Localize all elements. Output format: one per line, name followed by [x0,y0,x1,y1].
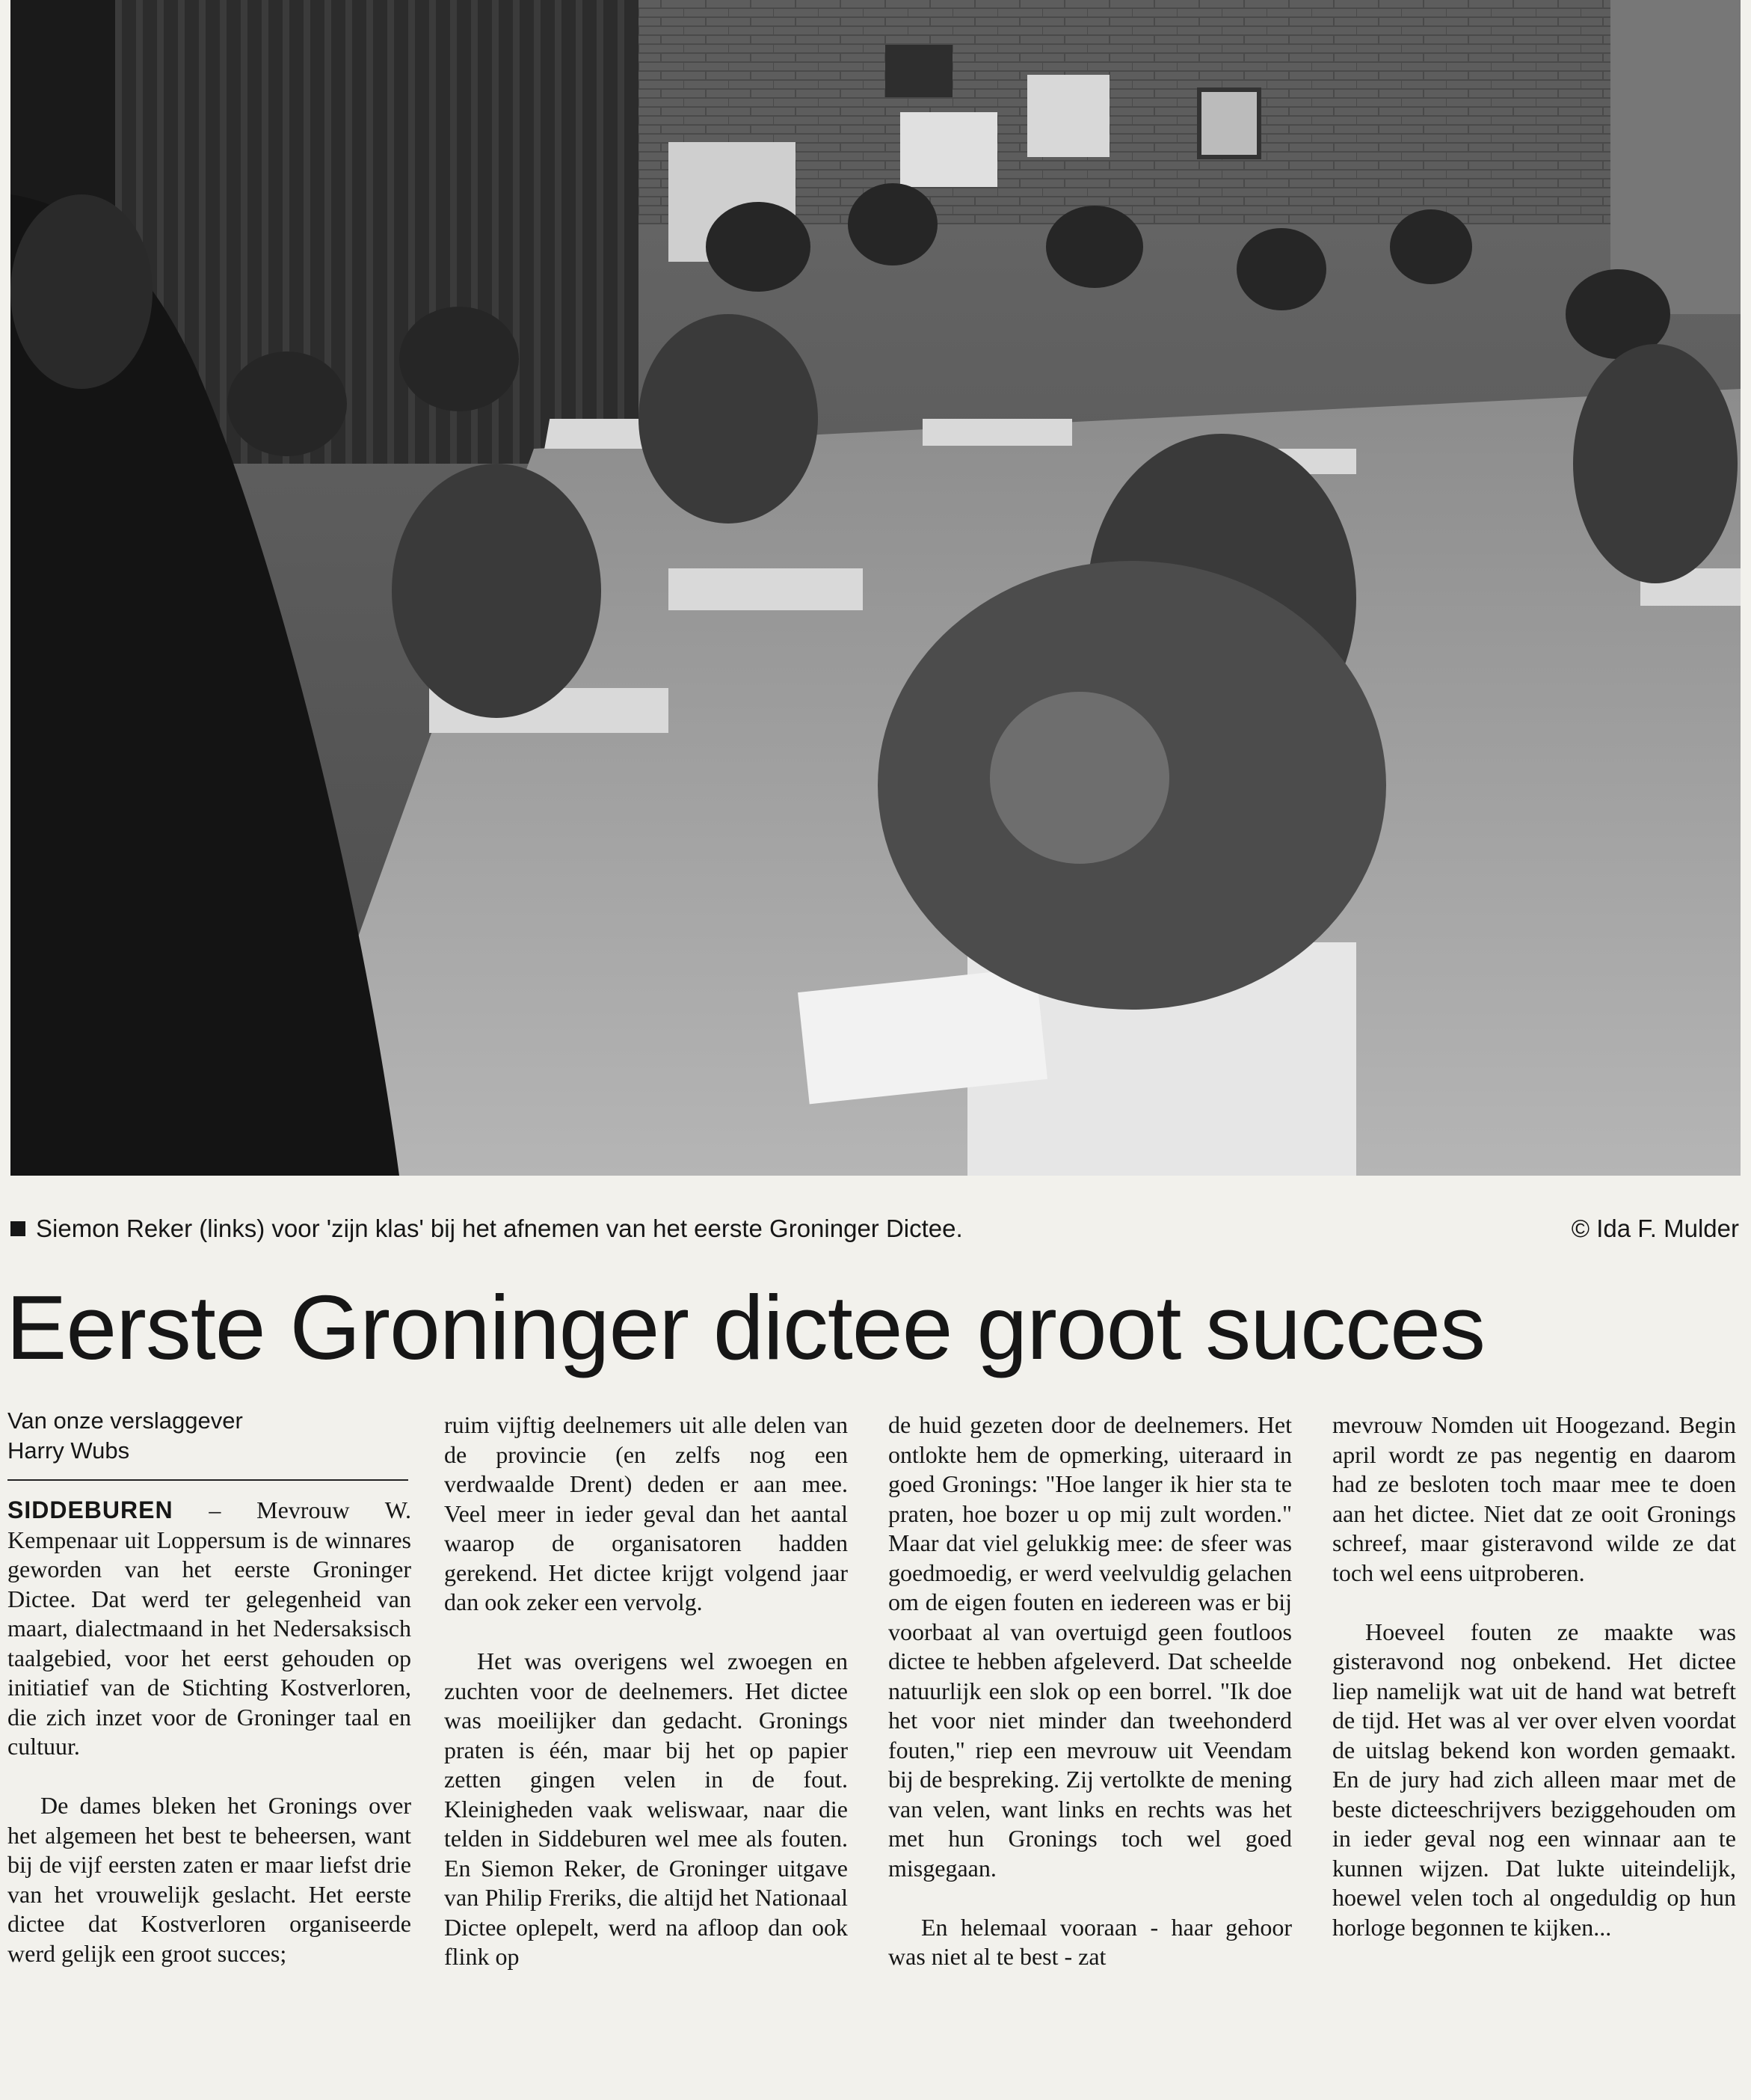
article-paragraph: mevrouw Nomden uit Hoogezand. Begin april wordt ze pas negentig en daarom had ze besloten toch maar mee te doen aan het dictee. Niet dat ze ooit Gronings schreef, maar gisteravond wilde ze dat toch wel eens uitproberen. [1332,1411,1736,1586]
headline: Eerste Groninger dictee groot succes [6,1277,1486,1378]
article-paragraph: De dames bleken het Gronings over het algemeen het best te beheersen, want bij de vijf eersten zaten er maar liefst drie van het vrouwelijk geslacht. Het eerste dictee dat Kostverloren organiseerde werd gelijk een groot succes; [7,1792,411,1967]
article-column-2 [444,1410,848,1972]
classroom-photo [10,0,1741,1176]
article-column-4 [1332,1410,1736,1942]
classroom-illustration [10,0,1741,1176]
byline-author: Harry Wubs [7,1437,130,1464]
article-column-3 [888,1410,1292,1972]
article-paragraph: Het was overigens wel zwoegen en zuchten voor de deelnemers. Het dictee was moeilijker dan gedacht. Gronings praten is één, maar bij het op papier zetten gingen velen in de fout. Kleinigheden vaak weliswaar, naar die telden in Siddeburen wel mee als fouten. En Siemon Reker, de Groninger uitgave van Philip Freriks, die altijd het Nationaal Dictee oplepelt, werd na afloop dan ook flink op [444,1648,848,1970]
article-paragraph: Hoeveel fouten ze maakte was gisteravond nog onbekend. Het dictee liep namelijk wat uit de hand wat betreft de tijd. Het was al ver over elven voordat de uitslag bekend kon worden gemaakt. En de jury had zich alleen maar met de beste dicteeschrijvers beziggehouden om in ieder geval nog een winnaar aan te kunnen wijzen. Dat lukte uiteindelijk, hoewel velen toch al ongeduldig op hun horloge begonnen te kijken... [1332,1618,1736,1941]
article-paragraph: ruim vijftig deelnemers uit alle delen van de provincie (en zelfs nog een verdwaalde Drent) deden er aan mee. Veel meer in ieder geval dan het aantal waarop de organisatoren hadden gerekend. Het dictee krijgt volgend jaar dan ook zeker een vervolg. [444,1411,848,1615]
caption-text: Siemon Reker (links) voor 'zijn klas' bij het afnemen van het eerste Groninger Dictee. [36,1215,963,1242]
article-paragraph: de huid gezeten door de deelnemers. Het ontlokte hem de opmerking, uiteraard in goed Gronings: "Hoe langer ik hier sta te praten, hoe bozer u op mij zult worden." Maar dat viel gelukkig mee: de sfeer was goedmoedig, er werd veelvuldig gelachen om de eigen fouten en iedereen was er bij voorbaat al van overtuigd geen foutloos dictee te hebben afgeleverd. Dat scheelde natuurlijk een slok op een borrel. "Ik doe het voor niet minder dan tweehonderd fouten," riep een mevrouw uit Veendam bij de bespreking. Zij vertolkte de mening van velen, want links en rechts was het met hun Gronings toch wel goed misgegaan. [888,1411,1292,1882]
article-paragraph [7,1496,411,1762]
article-paragraph: En helemaal vooraan - haar gehoor was niet al te best - zat [888,1913,1292,1970]
byline [7,1406,408,1466]
byline-divider [7,1479,408,1481]
paragraph-text: – Mevrouw W. Kempenaar uit Loppersum is de winnares geworden van het eerste Groninger Dictee. Dat werd ter gelegenheid van maart, dialectmaand in het Nedersaksisch taalgebied, voor het eerst gehouden op initiatief van de Stichting Kostverloren, die zich inzet voor de Groninger taal en cultuur. [7,1496,412,1760]
photo-caption [10,1210,1739,1247]
byline-line1: Van onze verslaggever [7,1407,243,1434]
article-column-1 [7,1496,411,1968]
photo-credit: © Ida F. Mulder [1571,1215,1739,1242]
square-bullet-icon [10,1221,25,1236]
dateline: SIDDEBUREN [7,1496,173,1523]
